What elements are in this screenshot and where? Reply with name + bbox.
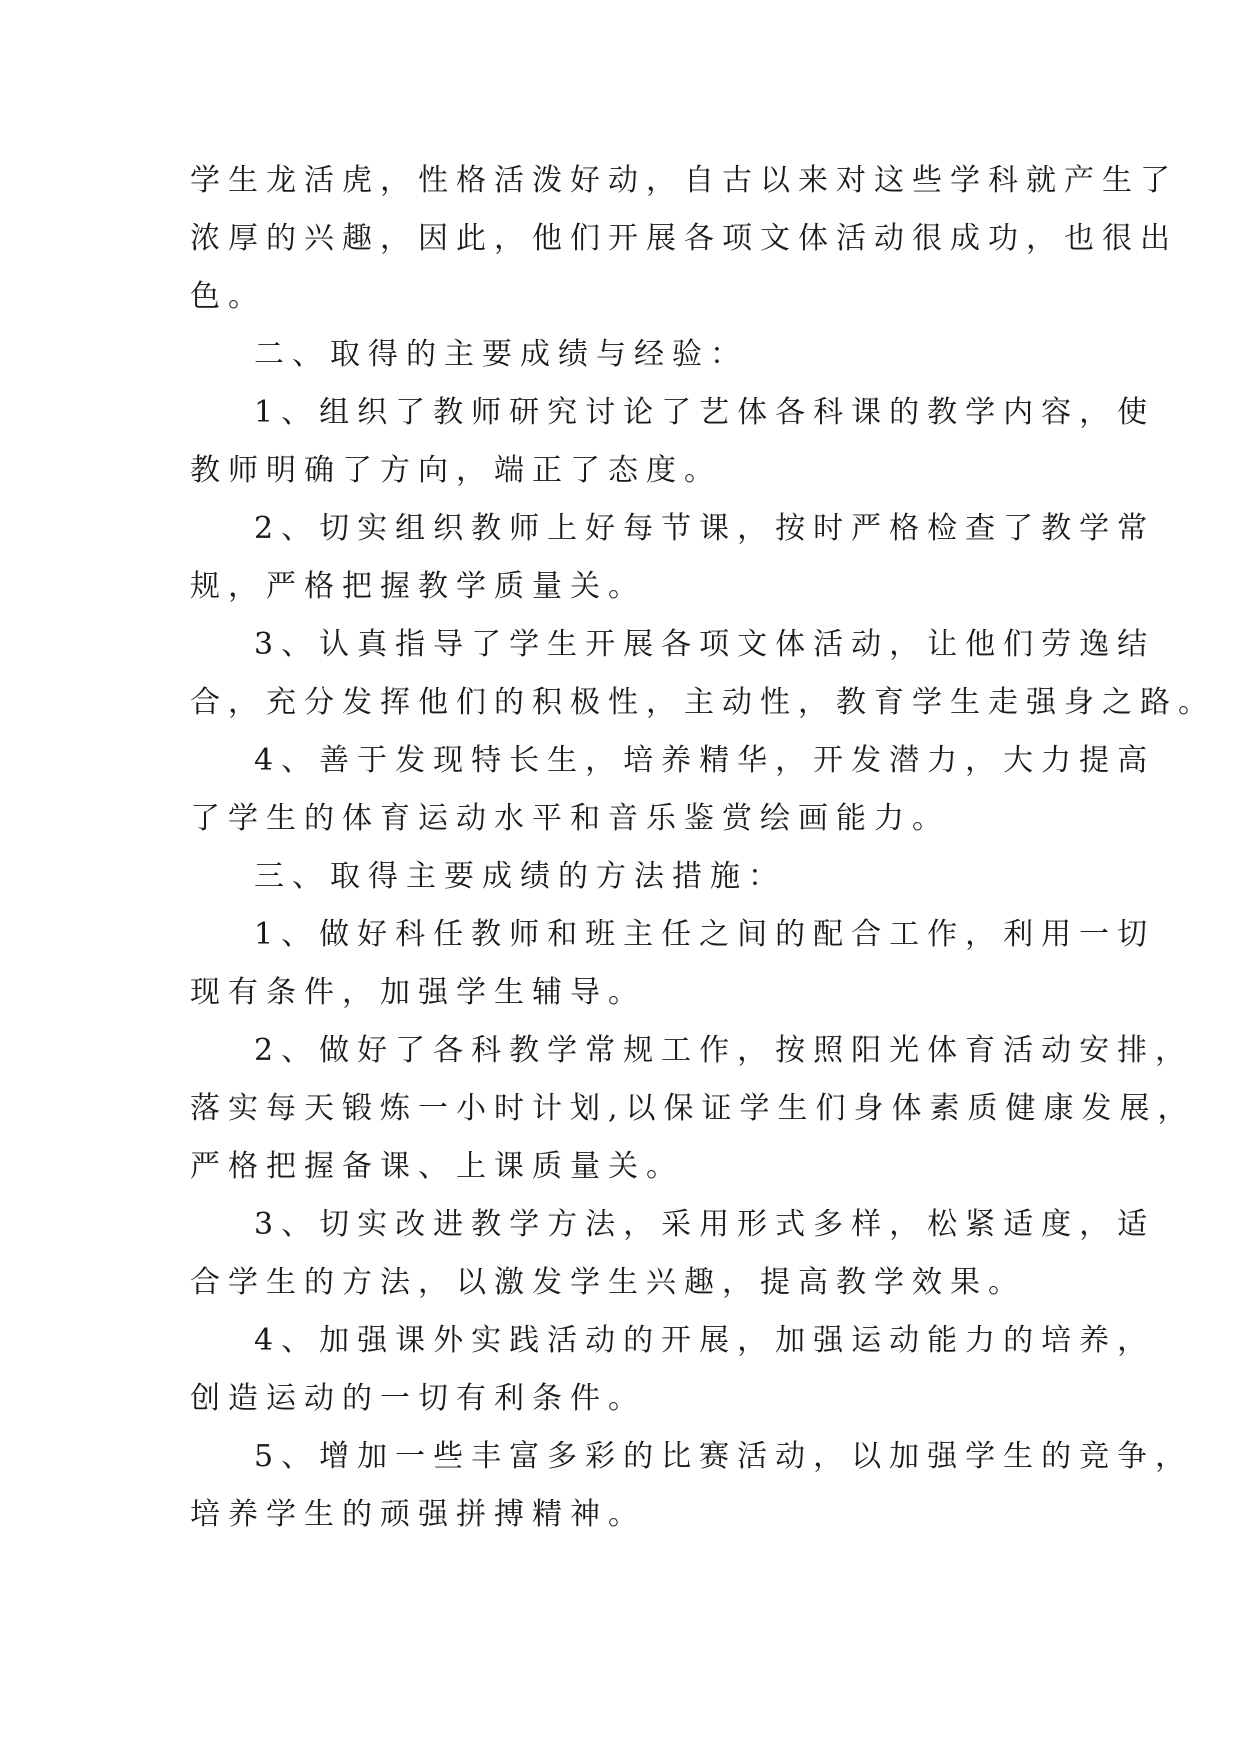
section-heading: 三、取得主要成绩的方法措施： (254, 859, 786, 894)
text-line: 1、做好科任教师和班主任之间的配合工作，利用一切 (254, 917, 1156, 952)
section-heading: 二、取得的主要成绩与经验： (254, 337, 748, 372)
text-line: 3、认真指导了学生开展各项文体活动，让他们劳逸结 (254, 627, 1156, 662)
text-line: 培养学生的顽强拼搏精神。 (190, 1497, 646, 1532)
document-body (190, 152, 1216, 1544)
text-line: 3、切实改进教学方法，采用形式多样，松紧适度，适 (254, 1207, 1156, 1242)
text-line: 浓厚的兴趣，因此，他们开展各项文体活动很成功，也很出 (190, 221, 1178, 256)
text-line: 2、做好了各科教学常规工作，按照阳光体育活动安排， (254, 1033, 1194, 1068)
text-line: 4、加强课外实践活动的开展，加强运动能力的培养， (254, 1323, 1156, 1358)
text-line: 了学生的体育运动水平和音乐鉴赏绘画能力。 (190, 801, 950, 836)
text-line: 现有条件，加强学生辅导。 (190, 975, 646, 1010)
text-line: 4、善于发现特长生，培养精华，开发潜力，大力提高 (254, 743, 1156, 778)
text-line: 落实每天锻炼一小时计划,以保证学生们身体素质健康发展， (190, 1091, 1196, 1126)
text-line: 规，严格把握教学质量关。 (190, 569, 646, 604)
text-line: 色。 (190, 279, 266, 314)
text-line: 严格把握备课、上课质量关。 (190, 1149, 684, 1184)
text-line: 创造运动的一切有利条件。 (190, 1381, 646, 1416)
text-line: 合，充分发挥他们的积极性，主动性，教育学生走强身之路。 (190, 685, 1216, 720)
text-line: 1、组织了教师研究讨论了艺体各科课的教学内容，使 (254, 395, 1156, 430)
text-line: 5、增加一些丰富多彩的比赛活动，以加强学生的竞争， (254, 1439, 1194, 1474)
text-line: 教师明确了方向，端正了态度。 (190, 453, 722, 488)
text-line: 合学生的方法，以激发学生兴趣，提高教学效果。 (190, 1265, 1026, 1300)
text-line: 2、切实组织教师上好每节课，按时严格检查了教学常 (254, 511, 1156, 546)
text-line: 学生龙活虎，性格活泼好动，自古以来对这些学科就产生了 (190, 163, 1178, 198)
